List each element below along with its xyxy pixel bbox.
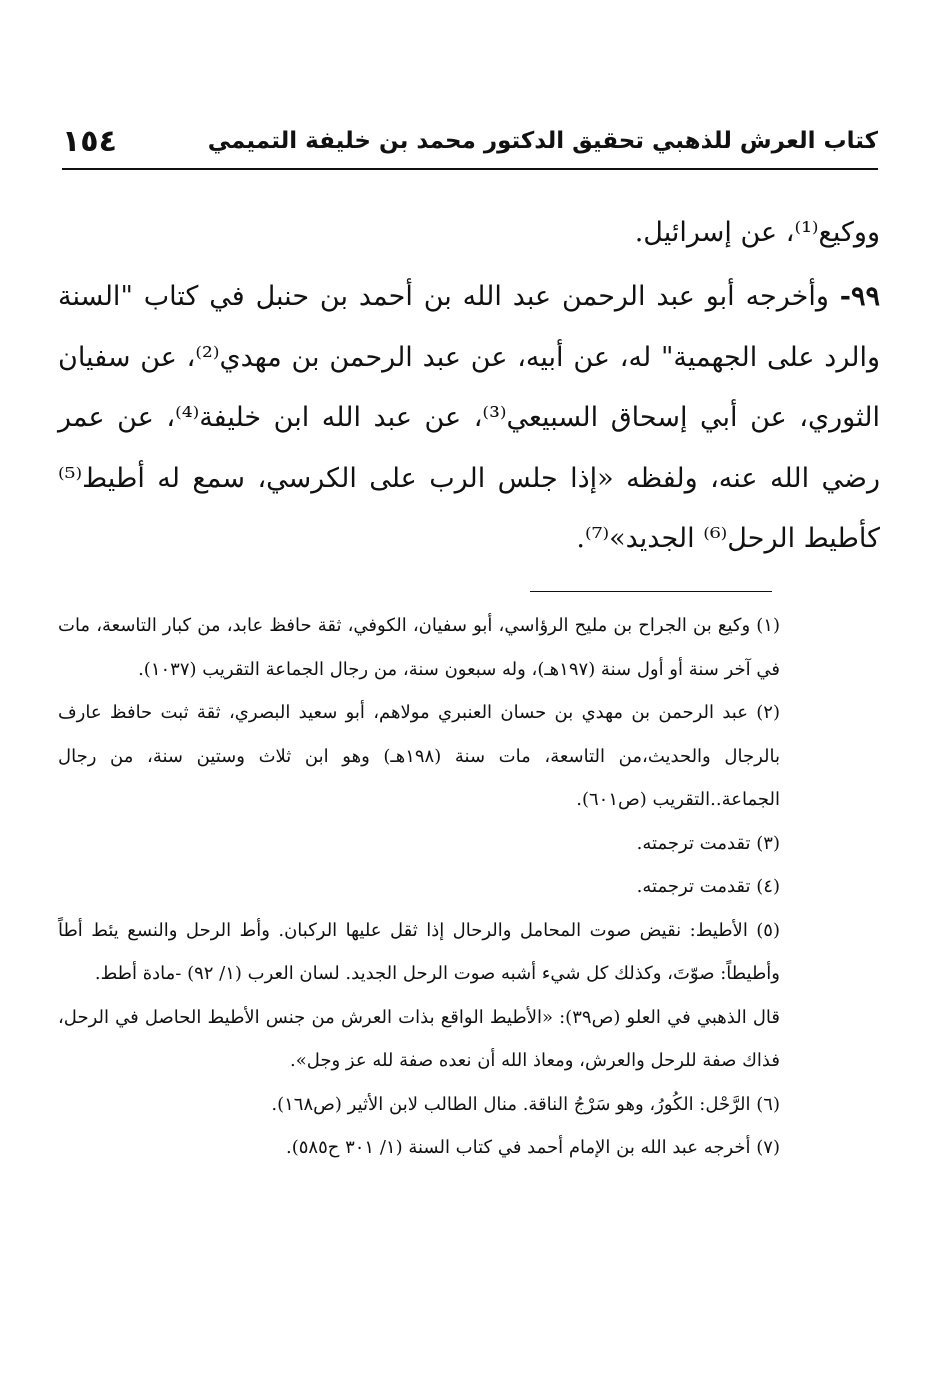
footnotes [58, 604, 780, 1170]
paragraph-2-text: وأخرجه أبو عبد الرحمن عبد الله بن أحمد بن حنبل في كتاب "السنة والرد على الجهمية" له، عن أبيه، عن عبد الرحمن بن مهدي⁽²⁾، عن سفيان الثوري، عن أبي إسحاق السبيعي⁽³⁾، عن عبد الله ابن خليفة⁽⁴⁾، عن عمر رضي الله عنه، ولفظه «إذا جلس الرب على الكرسي، سمع له أطيط⁽⁵⁾ كأطيط الرحل⁽⁶⁾ الجديد»⁽⁷⁾. [58, 281, 881, 554]
main-text [58, 204, 880, 570]
header-title: كتاب العرش للذهبي تحقيق الدكتور محمد بن خليفة التميمي [207, 128, 878, 154]
footnote-5: (٥) الأطيط: نقيض صوت المحامل والرحال إذا ثقل عليها الركبان. وأط الرحل والنسع يئط أطاً وأطيطاً: صوّتَ، وكذلك كل شيء أشبه صوت الرحل الجديد. لسان العرب (١/ ٩٢) -مادة أطط. [58, 919, 780, 984]
paragraph-1: ووكيع⁽¹⁾، عن إسرائيل. [634, 217, 880, 248]
footnote-5-quote: قال الذهبي في العلو (ص٣٩): «الأطيط الواقع بذات العرش من جنس الأطيط الحاصل في الرحل، فذاك صفة للرحل والعرش، ومعاذ الله أن نعده صفة لله عز وجل». [58, 1006, 781, 1071]
footnote-4: (٤) تقدمت ترجمته. [636, 876, 780, 897]
footnote-separator [530, 591, 772, 592]
footnote-2: (٢) عبد الرحمن بن مهدي بن حسان العنبري مولاهم، أبو سعيد البصري، ثقة ثبت حافظ عارف بالرجال والحديث،من التاسعة، مات سنة (١٩٨هـ) وهو ابن ثلاث وستين سنة، من رجال الجماعة..التقريب (ص٦٠١). [58, 702, 780, 810]
page-number: ١٥٤ [62, 124, 117, 159]
hadith-number: ٩٩- [839, 281, 880, 312]
running-header [62, 118, 878, 170]
paragraph-2 [58, 267, 880, 570]
footnote-3: (٣) تقدمت ترجمته. [636, 832, 780, 854]
footnote-1: (١) وكيع بن الجراح بن مليح الرؤاسي، أبو سفيان، الكوفي، ثقة حافظ عابد، من كبار التاسعة، مات في آخر سنة أو أول سنة (١٩٧هـ)، وله سبعون سنة، من رجال الجماعة التقريب (١٠٣٧). [58, 615, 780, 680]
footnote-7: (٧) أخرجه عبد الله بن الإمام أحمد في كتاب السنة (١/ ٣٠١ ح٥٨٥). [285, 1137, 780, 1158]
footnote-6: (٦) الرَّحْل: الكُورُ، وهو سَرْجُ الناقة. منال الطالب لابن الأثير (ص١٦٨). [271, 1093, 780, 1115]
